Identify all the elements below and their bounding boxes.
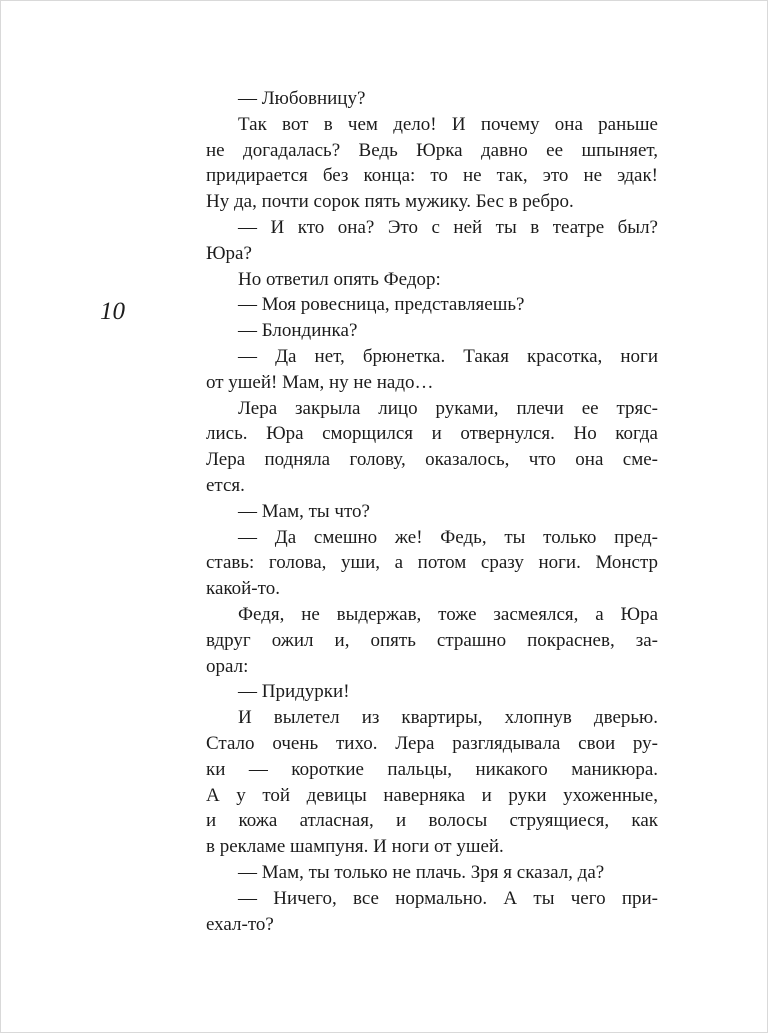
text-line: придирается без конца: то не так, это не эдак! <box>206 165 658 187</box>
paragraph <box>206 344 658 396</box>
text-line: Юра? <box>206 242 252 264</box>
paragraph <box>206 112 658 215</box>
paragraph <box>206 396 658 499</box>
paragraph <box>206 86 658 112</box>
page-number: 10 <box>100 298 125 325</box>
text-line: — Мам, ты что? <box>238 500 370 522</box>
text-line: какой-то. <box>206 578 280 600</box>
text-block <box>206 86 658 937</box>
text-line: — Мам, ты только не плачь. Зря я сказал, да? <box>238 861 605 883</box>
text-line: Лера закрыла лицо руками, плечи ее тряс- <box>238 397 658 419</box>
text-line: ки — короткие пальцы, никакого маникюра. <box>206 758 658 780</box>
paragraph <box>206 318 658 344</box>
text-line: Но ответил опять Федор: <box>238 268 441 290</box>
paragraph <box>206 886 658 938</box>
paragraph <box>206 499 658 525</box>
paragraph <box>206 525 658 602</box>
text-line: — Блондинка? <box>238 320 358 342</box>
text-line: ется. <box>206 474 245 496</box>
text-line: от ушей! Мам, ну не надо… <box>206 371 434 393</box>
text-line: Ну да, почти сорок пять мужику. Бес в ребро. <box>206 191 574 213</box>
paragraph <box>206 679 658 705</box>
paragraph <box>206 705 658 860</box>
paragraph <box>206 860 658 886</box>
text-line: и кожа атласная, и волосы струящиеся, как <box>206 810 658 832</box>
text-line: И вылетел из квартиры, хлопнув дверью. <box>238 707 658 729</box>
text-line: Лера подняла голову, оказалось, что она сме- <box>206 449 658 471</box>
text-line: — Любовницу? <box>238 88 366 109</box>
text-line: лись. Юра сморщился и отвернулся. Но когда <box>206 423 658 445</box>
text-line: Стало очень тихо. Лера разглядывала свои ру- <box>206 732 658 754</box>
text-line: — И кто она? Это с ней ты в театре был? <box>238 216 658 238</box>
paragraph <box>206 215 658 267</box>
text-line: — Ничего, все нормально. А ты чего при- <box>238 887 658 909</box>
text-line: ставь: голова, уши, а потом сразу ноги. Монстр <box>206 552 658 574</box>
text-line: ехал-то? <box>206 913 274 935</box>
text-line: — Придурки! <box>238 681 350 703</box>
text-line: Так вот в чем дело! И почему она раньше <box>238 113 658 135</box>
text-line: — Да нет, брюнетка. Такая красотка, ноги <box>238 345 658 367</box>
text-line: не догадалась? Ведь Юрка давно ее шпыняет, <box>206 139 658 161</box>
text-line: Федя, не выдержав, тоже засмеялся, а Юра <box>238 603 658 625</box>
text-line: вдруг ожил и, опять страшно покраснев, за- <box>206 629 658 651</box>
text-line: орал: <box>206 655 249 677</box>
text-line: в рекламе шампуня. И ноги от ушей. <box>206 836 504 858</box>
text-line: А у той девицы наверняка и руки ухоженные, <box>206 784 658 806</box>
paragraph <box>206 602 658 679</box>
paragraph <box>206 267 658 293</box>
text-line: — Да смешно же! Федь, ты только пред- <box>238 526 658 548</box>
text-line: — Моя ровесница, представляешь? <box>238 294 525 316</box>
paragraph <box>206 292 658 318</box>
